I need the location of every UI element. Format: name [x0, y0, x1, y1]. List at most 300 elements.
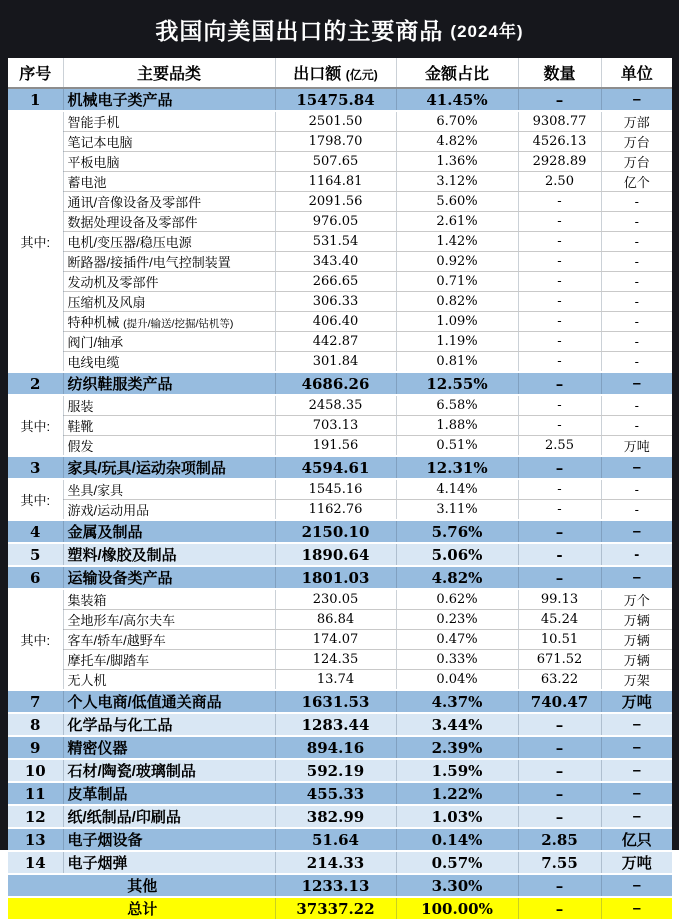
row-category-label: 皮革制品: [67, 786, 128, 803]
row-category-label: 个人电商/低值通关商品: [67, 694, 222, 711]
row-qty: 7.55: [518, 851, 601, 874]
row-category-label: 电机/变压器/稳压电源: [67, 235, 192, 250]
row-export: 51.64: [275, 828, 396, 851]
row-share: 41.45%: [396, 88, 518, 111]
row-unit: –: [601, 782, 672, 805]
header-qty: 数量: [518, 58, 601, 88]
group-label: 其中:: [8, 111, 63, 372]
row-category-label: 无人机: [67, 673, 107, 688]
table-row: [8, 479, 672, 500]
row-qty: –: [518, 520, 601, 543]
row-unit: 万辆: [601, 650, 672, 670]
row-category-label: 笔记本电脑: [67, 135, 133, 150]
row-qty: 10.51: [518, 630, 601, 650]
table-row: [8, 312, 672, 332]
row-export: 1283.44: [275, 713, 396, 736]
row-category-note: (提升/输送/挖掘/钻机等): [123, 318, 234, 330]
row-category-label: 电线电缆: [67, 355, 120, 370]
row-unit: -: [601, 500, 672, 521]
row-share: 5.06%: [396, 543, 518, 566]
table-row: [8, 782, 672, 805]
row-category: [63, 272, 275, 292]
table-row: [8, 232, 672, 252]
row-category-label: 精密仪器: [67, 740, 128, 757]
row-category-label: 鞋靴: [67, 419, 94, 434]
row-qty: -: [518, 292, 601, 312]
row-no: 10: [8, 759, 63, 782]
row-category-label: 智能手机: [67, 115, 120, 130]
row-category: [63, 172, 275, 192]
export-table-wrap: [8, 58, 672, 918]
title-text: 我国向美国出口的主要商品: [155, 17, 444, 44]
row-export: 15475.84: [275, 88, 396, 111]
row-qty: 45.24: [518, 610, 601, 630]
row-unit: 万个: [601, 589, 672, 610]
group-label: 其中:: [8, 589, 63, 690]
row-qty: –: [518, 566, 601, 589]
row-qty: -: [518, 252, 601, 272]
row-unit: 万部: [601, 111, 672, 132]
row-unit: -: [601, 352, 672, 373]
row-unit: –: [601, 88, 672, 111]
row-unit: -: [601, 232, 672, 252]
table-row: [8, 172, 672, 192]
row-qty: 9308.77: [518, 111, 601, 132]
table-row: [8, 395, 672, 416]
row-share: 4.14%: [396, 479, 518, 500]
row-qty: –: [518, 805, 601, 828]
row-qty: -: [518, 312, 601, 332]
row-unit: -: [601, 332, 672, 352]
row-export: 343.40: [275, 252, 396, 272]
row-category-label: 机械电子类产品: [67, 92, 173, 109]
row-share: 1.59%: [396, 759, 518, 782]
row-qty: –: [518, 456, 601, 479]
row-export: 266.65: [275, 272, 396, 292]
row-qty: -: [518, 395, 601, 416]
row-category: [63, 670, 275, 691]
table-row: [8, 805, 672, 828]
header-unit: 单位: [601, 58, 672, 88]
row-category: [63, 352, 275, 373]
table-row: [8, 88, 672, 111]
row-category-label: 纺织鞋服类产品: [67, 376, 173, 393]
header-category: 主要品类: [63, 58, 275, 88]
table-row: [8, 456, 672, 479]
row-qty: 2.85: [518, 828, 601, 851]
row-qty: –: [518, 88, 601, 111]
row-share: 0.71%: [396, 272, 518, 292]
table-row: [8, 192, 672, 212]
row-unit: -: [601, 252, 672, 272]
table-row: [8, 690, 672, 713]
row-share: 1.03%: [396, 805, 518, 828]
row-no: 7: [8, 690, 63, 713]
row-unit: -: [601, 395, 672, 416]
row-share: 1.36%: [396, 152, 518, 172]
row-share: 1.22%: [396, 782, 518, 805]
row-unit: 万辆: [601, 630, 672, 650]
header-export: [275, 58, 396, 88]
row-export: 406.40: [275, 312, 396, 332]
row-category: [63, 610, 275, 630]
table-row: [8, 713, 672, 736]
row-category-label: 特种机械: [67, 315, 120, 330]
row-category-label: 数据处理设备及零部件: [67, 215, 198, 230]
row-share: 6.58%: [396, 395, 518, 416]
row-export: 230.05: [275, 589, 396, 610]
row-share: 0.14%: [396, 828, 518, 851]
row-export: 2091.56: [275, 192, 396, 212]
row-category-label: 阀门/轴承: [67, 335, 124, 350]
title-year-text: (2024年): [450, 21, 524, 41]
table-row: [8, 670, 672, 691]
row-qty: -: [518, 232, 601, 252]
row-export: 455.33: [275, 782, 396, 805]
row-no: 6: [8, 566, 63, 589]
row-share: 2.39%: [396, 736, 518, 759]
row-category: [63, 88, 275, 111]
row-export: 531.54: [275, 232, 396, 252]
row-unit: -: [601, 272, 672, 292]
row-qty: –: [518, 736, 601, 759]
row-export: 2458.35: [275, 395, 396, 416]
row-category-label: 游戏/运动用品: [67, 503, 150, 518]
row-export: 2501.50: [275, 111, 396, 132]
row-unit: –: [601, 372, 672, 395]
row-export: 507.65: [275, 152, 396, 172]
row-category-label: 集装箱: [67, 593, 107, 608]
table-row: [8, 132, 672, 152]
table-row: [8, 736, 672, 759]
row-category: [63, 332, 275, 352]
row-unit: -: [601, 292, 672, 312]
row-no: 11: [8, 782, 63, 805]
row-unit: -: [601, 416, 672, 436]
table-row: [8, 610, 672, 630]
row-export: 301.84: [275, 352, 396, 373]
row-category-label: 断路器/接插件/电气控制装置: [67, 255, 231, 270]
group-label: 其中:: [8, 479, 63, 520]
row-category: [63, 192, 275, 212]
row-unit: 万架: [601, 670, 672, 691]
row-qty: -: [518, 543, 601, 566]
row-category-label: 蓄电池: [67, 175, 107, 190]
row-export: 13.74: [275, 670, 396, 691]
row-category-label: 通讯/音像设备及零部件: [67, 195, 202, 210]
row-category-label: 客车/轿车/越野车: [67, 633, 166, 648]
row-export: 382.99: [275, 805, 396, 828]
group-label: 其中:: [8, 395, 63, 456]
row-share: 1.42%: [396, 232, 518, 252]
row-category: [63, 312, 275, 332]
row-qty: -: [518, 500, 601, 521]
row-category-label: 化学品与化工品: [67, 717, 173, 734]
row-category-label: 电子烟设备: [67, 832, 143, 849]
row-category: [63, 292, 275, 312]
table-row: [8, 252, 672, 272]
row-no: 14: [8, 851, 63, 874]
row-export: 976.05: [275, 212, 396, 232]
row-category: [63, 713, 275, 736]
row-qty: –: [518, 759, 601, 782]
row-qty: 2.55: [518, 436, 601, 457]
row-category-label: 塑料/橡胶及制品: [67, 547, 177, 564]
row-share: 4.82%: [396, 132, 518, 152]
row-no: 12: [8, 805, 63, 828]
row-unit: –: [601, 759, 672, 782]
page-title: [0, 0, 679, 58]
table-row: [8, 152, 672, 172]
row-unit: -: [601, 543, 672, 566]
row-category: [63, 828, 275, 851]
row-export: 442.87: [275, 332, 396, 352]
row-qty: –: [518, 897, 601, 920]
row-export: 1545.16: [275, 479, 396, 500]
row-category-label: 全地形车/高尔夫车: [67, 613, 176, 628]
row-qty: –: [518, 782, 601, 805]
row-share: 0.47%: [396, 630, 518, 650]
row-share: 3.44%: [396, 713, 518, 736]
row-label: 总计: [8, 897, 275, 920]
row-share: 0.33%: [396, 650, 518, 670]
row-export: 1801.03: [275, 566, 396, 589]
row-unit: –: [601, 874, 672, 897]
row-category-label: 纸/纸制品/印刷品: [67, 809, 181, 826]
table-row: [8, 630, 672, 650]
row-share: 3.12%: [396, 172, 518, 192]
row-no: 1: [8, 88, 63, 111]
row-qty: -: [518, 479, 601, 500]
row-unit: -: [601, 479, 672, 500]
row-export: 37337.22: [275, 897, 396, 920]
table-row: [8, 500, 672, 521]
row-export: 86.84: [275, 610, 396, 630]
table-row: [8, 272, 672, 292]
row-qty: -: [518, 332, 601, 352]
row-qty: -: [518, 416, 601, 436]
row-category: [63, 395, 275, 416]
row-category-label: 电子烟弹: [67, 855, 128, 872]
row-export: 174.07: [275, 630, 396, 650]
row-no: 2: [8, 372, 63, 395]
row-unit: –: [601, 456, 672, 479]
row-export: 4594.61: [275, 456, 396, 479]
row-export: 2150.10: [275, 520, 396, 543]
table-header: [8, 58, 672, 88]
table-row: [8, 759, 672, 782]
row-no: 3: [8, 456, 63, 479]
row-export: 1164.81: [275, 172, 396, 192]
row-share: 5.60%: [396, 192, 518, 212]
row-export: 306.33: [275, 292, 396, 312]
row-qty: 2928.89: [518, 152, 601, 172]
row-unit: –: [601, 736, 672, 759]
table-row: [8, 372, 672, 395]
row-qty: -: [518, 272, 601, 292]
table-row: [8, 520, 672, 543]
row-export: 1890.64: [275, 543, 396, 566]
header-export-label: 出口额: [293, 66, 342, 83]
row-category-label: 平板电脑: [67, 155, 120, 170]
row-category: [63, 543, 275, 566]
row-category: [63, 152, 275, 172]
row-qty: 63.22: [518, 670, 601, 691]
row-category: [63, 111, 275, 132]
header-share: 金额占比: [396, 58, 518, 88]
table-row: [8, 212, 672, 232]
table-row: [8, 416, 672, 436]
row-category-label: 摩托车/脚踏车: [67, 653, 150, 668]
row-share: 0.81%: [396, 352, 518, 373]
row-share: 3.11%: [396, 500, 518, 521]
row-unit: –: [601, 566, 672, 589]
row-category: [63, 416, 275, 436]
row-no: 9: [8, 736, 63, 759]
export-table: [8, 58, 672, 921]
row-share: 0.92%: [396, 252, 518, 272]
row-category: [63, 479, 275, 500]
table-row: [8, 436, 672, 457]
row-category: [63, 690, 275, 713]
header-export-unit: (亿元): [345, 68, 378, 82]
row-export: 1798.70: [275, 132, 396, 152]
row-qty: 740.47: [518, 690, 601, 713]
row-unit: 亿个: [601, 172, 672, 192]
row-category-label: 运输设备类产品: [67, 570, 173, 587]
row-share: 1.09%: [396, 312, 518, 332]
row-category-label: 假发: [67, 439, 94, 454]
row-category: [63, 736, 275, 759]
row-qty: –: [518, 372, 601, 395]
row-qty: 99.13: [518, 589, 601, 610]
row-export: 592.19: [275, 759, 396, 782]
row-share: 0.62%: [396, 589, 518, 610]
row-export: 1233.13: [275, 874, 396, 897]
row-category: [63, 232, 275, 252]
row-category: [63, 851, 275, 874]
row-category-label: 石材/陶瓷/玻璃制品: [67, 763, 196, 780]
row-unit: –: [601, 520, 672, 543]
row-category-label: 金属及制品: [67, 524, 143, 541]
row-category-label: 发动机及零部件: [67, 275, 159, 290]
table-row: [8, 332, 672, 352]
row-share: 1.19%: [396, 332, 518, 352]
row-share: 1.88%: [396, 416, 518, 436]
row-unit: –: [601, 897, 672, 920]
row-category: [63, 650, 275, 670]
row-category: [63, 630, 275, 650]
header-row: [8, 58, 672, 88]
table-row: [8, 352, 672, 373]
row-export: 4686.26: [275, 372, 396, 395]
table-row: [8, 650, 672, 670]
row-category-label: 压缩机及风扇: [67, 295, 146, 310]
row-share: 12.31%: [396, 456, 518, 479]
row-share: 2.61%: [396, 212, 518, 232]
row-qty: -: [518, 352, 601, 373]
table-row: [8, 851, 672, 874]
row-share: 0.57%: [396, 851, 518, 874]
row-unit: -: [601, 192, 672, 212]
row-share: 4.37%: [396, 690, 518, 713]
row-qty: 2.50: [518, 172, 601, 192]
row-unit: -: [601, 312, 672, 332]
row-share: 4.82%: [396, 566, 518, 589]
row-qty: –: [518, 713, 601, 736]
row-category: [63, 782, 275, 805]
row-category: [63, 566, 275, 589]
row-export: 214.33: [275, 851, 396, 874]
row-no: 8: [8, 713, 63, 736]
row-share: 0.23%: [396, 610, 518, 630]
row-share: 0.04%: [396, 670, 518, 691]
row-category-label: 坐具/家具: [67, 483, 124, 498]
table-row: [8, 828, 672, 851]
row-category: [63, 589, 275, 610]
table-row: [8, 874, 672, 897]
row-category: [63, 372, 275, 395]
row-unit: 万辆: [601, 610, 672, 630]
row-unit: –: [601, 713, 672, 736]
row-export: 894.16: [275, 736, 396, 759]
row-unit: 万吨: [601, 436, 672, 457]
row-qty: -: [518, 212, 601, 232]
row-export: 191.56: [275, 436, 396, 457]
row-export: 1162.76: [275, 500, 396, 521]
row-category: [63, 500, 275, 521]
row-category: [63, 132, 275, 152]
row-export: 1631.53: [275, 690, 396, 713]
row-category: [63, 520, 275, 543]
table-row: [8, 543, 672, 566]
row-qty: 4526.13: [518, 132, 601, 152]
row-no: 13: [8, 828, 63, 851]
row-share: 6.70%: [396, 111, 518, 132]
table-row: [8, 897, 672, 920]
table-body: [8, 88, 672, 920]
table-row: [8, 566, 672, 589]
table-row: [8, 111, 672, 132]
row-share: 0.51%: [396, 436, 518, 457]
row-share: 5.76%: [396, 520, 518, 543]
row-category: [63, 456, 275, 479]
row-export: 703.13: [275, 416, 396, 436]
row-no: 4: [8, 520, 63, 543]
header-no: 序号: [8, 58, 63, 88]
row-qty: -: [518, 192, 601, 212]
table-row: [8, 589, 672, 610]
row-unit: -: [601, 212, 672, 232]
row-qty: –: [518, 874, 601, 897]
row-unit: 万吨: [601, 851, 672, 874]
row-category-label: 家具/玩具/运动杂项制品: [67, 460, 226, 477]
row-share: 12.55%: [396, 372, 518, 395]
row-category-label: 服装: [67, 399, 94, 414]
table-row: [8, 292, 672, 312]
row-qty: 671.52: [518, 650, 601, 670]
row-category: [63, 212, 275, 232]
row-category: [63, 252, 275, 272]
row-unit: 万台: [601, 132, 672, 152]
row-label: 其他: [8, 874, 275, 897]
row-unit: 亿只: [601, 828, 672, 851]
row-share: 3.30%: [396, 874, 518, 897]
row-category: [63, 759, 275, 782]
row-unit: 万吨: [601, 690, 672, 713]
row-export: 124.35: [275, 650, 396, 670]
row-unit: 万台: [601, 152, 672, 172]
